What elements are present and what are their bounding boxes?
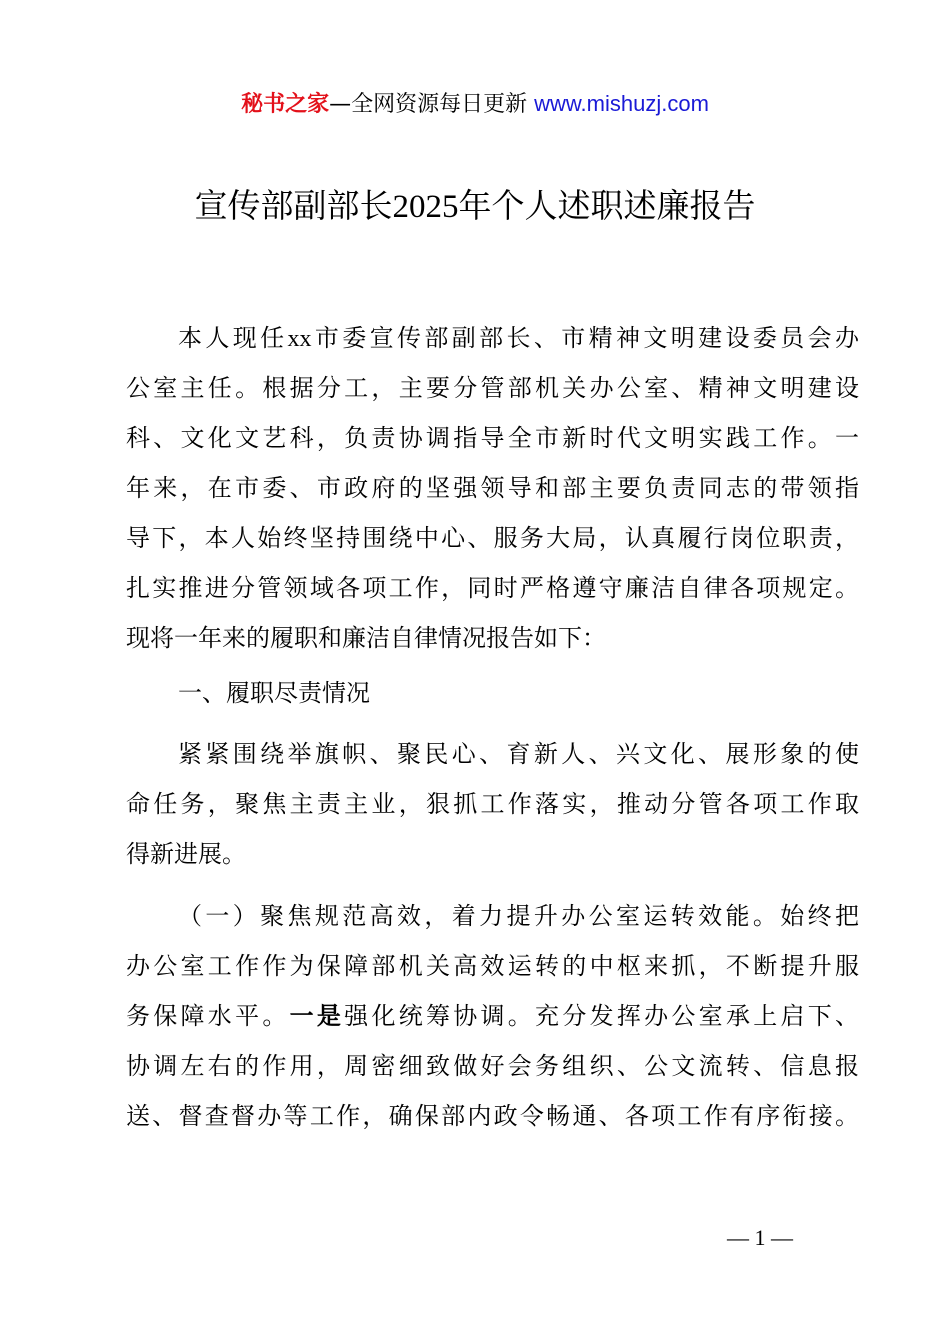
title-suffix: 年个人述职述廉报告: [458, 186, 756, 225]
paragraph-line: 科、文化文艺科，负责协调指导全市新时代文明实践工作。一: [126, 424, 859, 452]
paragraph-line: 紧紧围绕举旗帜、聚民心、育新人、兴文化、展形象的使: [178, 740, 859, 768]
paragraph-line: （一）聚焦规范高效，着力提升办公室运转效能。始终把: [178, 902, 859, 930]
paragraph-line: 命任务，聚焦主责主业，狠抓工作落实，推动分管各项工作取: [126, 790, 859, 818]
paragraph-line: 扎实推进分管领域各项工作，同时严格遵守廉洁自律各项规定。: [126, 574, 859, 602]
banner-slogan: —全网资源每日更新: [329, 92, 535, 117]
paragraph-line: 送、督查督办等工作，确保部内政令畅通、各项工作有序衔接。: [126, 1102, 859, 1130]
section-heading: 一、履职尽责情况: [178, 679, 370, 707]
paragraph-line: 公室主任。根据分工，主要分管部机关办公室、精神文明建设: [126, 374, 859, 402]
intro-paragraph: [126, 313, 859, 663]
section1-paragraph: [126, 729, 859, 879]
page-number: — 1 —: [727, 1225, 793, 1250]
paragraph-line: 办公室工作作为保障部机关高效运转的中枢来抓，不断提升服: [126, 952, 859, 980]
document-title: [0, 183, 950, 230]
paragraph-line: 务保障水平。一是强化统筹协调。充分发挥办公室承上启下、: [126, 1002, 860, 1030]
banner-url-link[interactable]: www.mishuzj.com: [534, 91, 709, 116]
subsection1-paragraph: [126, 891, 859, 1141]
title-prefix: 宣传部副部长: [194, 186, 393, 225]
paragraph-line: 年来，在市委、市政府的坚强领导和部主要负责同志的带领指: [126, 474, 859, 502]
paragraph-line: 现将一年来的履职和廉洁自律情况报告如下：: [126, 624, 606, 652]
title-year: 2025: [392, 189, 459, 225]
paragraph-line: 本人现任xx市委宣传部副部长、市精神文明建设委员会办: [178, 324, 859, 352]
site-banner: [0, 88, 950, 121]
paragraph-line: 得新进展。: [126, 840, 246, 868]
paragraph-line: 协调左右的作用，周密细致做好会务组织、公文流转、信息报: [126, 1052, 859, 1080]
paragraph-line: 导下，本人始终坚持围绕中心、服务大局，认真履行岗位职责，: [126, 524, 859, 552]
brand-name: 秘书之家: [241, 92, 330, 117]
